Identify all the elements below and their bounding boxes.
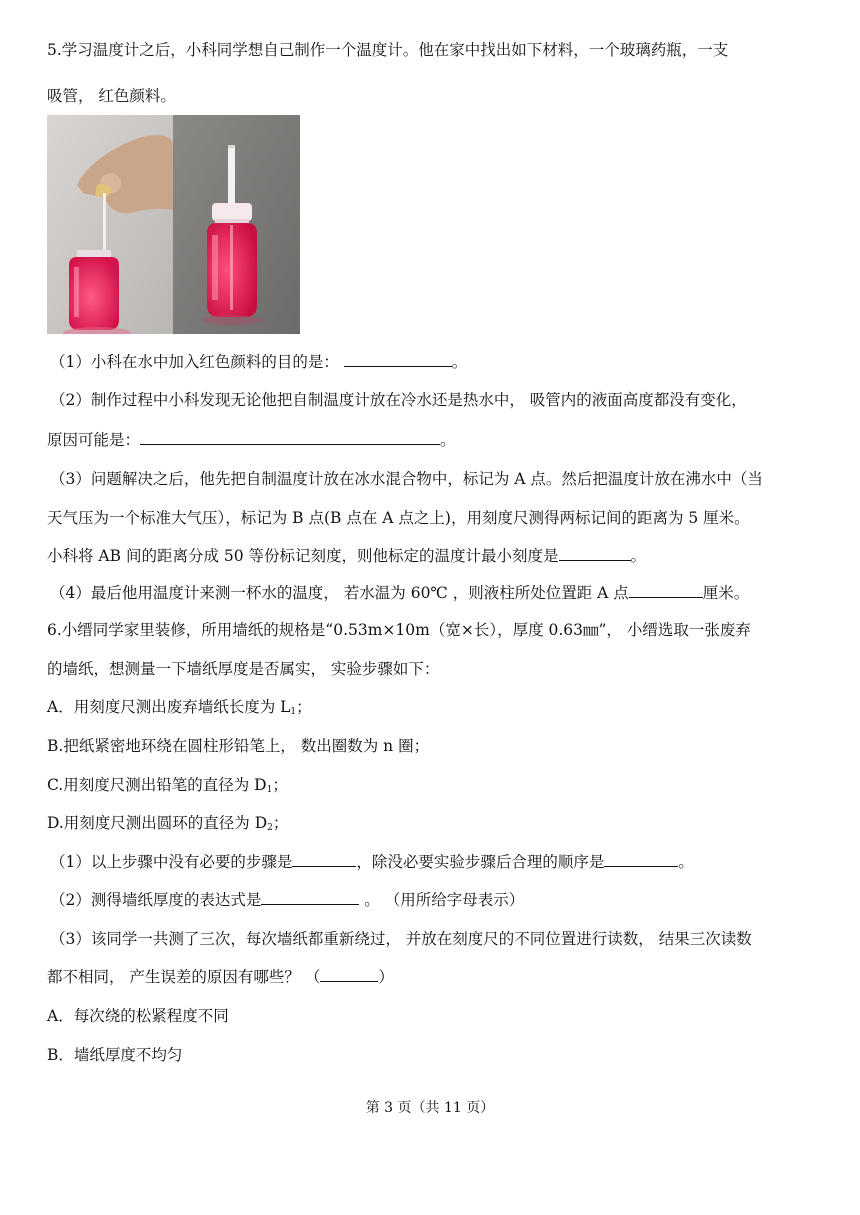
q6-sub1 — [50, 852, 694, 872]
q6-sub1-end: 。 — [678, 853, 694, 871]
q5-sub1-end: 。 — [451, 353, 468, 371]
q6-stem-line1: 6.小缙同学家里装修，所用墙纸的规格是“0.53m×10m（宽×长），厚度 0.63㎜”， 小缙选取一张废弃 — [47, 621, 751, 639]
q6-step-d — [47, 813, 288, 838]
q6-step-a-text: A．用刻度尺测出废弃墙纸长度为 L — [47, 698, 291, 716]
q6-step-b: B.把纸紧密地环绕在圆柱形铅笔上， 数出圈数为 n 圈； — [47, 737, 430, 755]
q5-sub1-answer-blank[interactable] — [344, 352, 452, 367]
q5-sub1 — [50, 352, 467, 372]
q5-sub3-text: 小科将 AB 间的距离分成 50 等份标记刻度，则他标定的温度计最小刻度是 — [47, 547, 559, 565]
page-footer: 第 3 页（共 11 页） — [365, 1100, 495, 1116]
q6-sub3-line1: （3）该同学一共测了三次，每次墙纸都重新绕过， 并放在刻度尺的不同位置进行读数， 结果三次读数 — [50, 930, 752, 948]
q6-sub1-text: （1）以上步骤中没有必要的步骤是 — [50, 853, 293, 871]
q5-sub3-answer-blank[interactable] — [559, 546, 631, 561]
q5-sub4 — [50, 583, 749, 603]
q6-option-a: A．每次绕的松紧程度不同 — [47, 1007, 229, 1025]
q5-stem-line2: 吸管， 红色颜料。 — [47, 87, 176, 105]
thermometer-photo — [47, 115, 300, 334]
q5-sub4-end: 厘米。 — [702, 584, 750, 602]
q6-option-b: B．墙纸厚度不均匀 — [47, 1046, 183, 1064]
q6-sub3-line2 — [47, 967, 394, 987]
q6-sub3-text: 都不相同， 产生误差的原因有哪些？ （ — [47, 968, 321, 986]
q6-step-d-end: ； — [272, 814, 289, 832]
q6-sub1-answer-blank-2[interactable] — [604, 852, 678, 867]
q6-sub3-end: ） — [378, 968, 394, 986]
q5-sub2-line2 — [47, 430, 456, 450]
q6-step-c-end: ； — [272, 776, 288, 794]
q6-step-c-text: C.用刻度尺测出铅笔的直径为 D — [47, 776, 267, 794]
q6-step-c — [47, 775, 288, 800]
q6-step-d-text: D.用刻度尺测出圆环的直径为 D — [47, 814, 268, 832]
q5-sub4-answer-blank[interactable] — [629, 583, 703, 598]
q5-sub3-end: 。 — [630, 547, 647, 565]
q6-step-c-subscript: 1 — [266, 785, 273, 795]
q6-step-a-end: ； — [296, 698, 312, 716]
q5-sub4-text: （4）最后他用温度计来测一杯水的温度， 若水温为 60℃ ，则液柱所处位置距 A 点 — [50, 584, 629, 602]
q5-stem-line1: 5.学习温度计之后，小科同学想自己制作一个温度计。他在家中找出如下材料，一个玻璃药瓶，一支 — [47, 41, 729, 59]
q6-step-d-subscript: 2 — [267, 823, 273, 833]
q6-sub2-end: 。 （用所给字母表示） — [359, 891, 525, 909]
q6-stem-line2: 的墙纸，想测量一下墙纸厚度是否属实， 实验步骤如下： — [47, 660, 440, 678]
q5-sub3-line1: （3）问题解决之后，他先把自制温度计放在冰水混合物中，标记为 A 点。然后把温度计放在沸水中（当 — [50, 470, 763, 488]
q5-sub2-end: 。 — [440, 431, 456, 449]
q6-step-a-subscript: 1 — [290, 707, 297, 717]
q6-sub3-answer-blank[interactable] — [320, 967, 378, 982]
q5-sub3-line2: 天气压为一个标准大气压），标记为 B 点(B 点在 A 点之上)，用刻度尺测得两标记间的距离为 5 厘米。 — [47, 509, 750, 527]
q6-step-a — [47, 697, 312, 722]
q6-sub2-text: （2）测得墙纸厚度的表达式是 — [50, 891, 262, 909]
q6-sub1-mid: ，除没必要实验步骤后合理的顺序是 — [356, 853, 605, 871]
q6-sub1-answer-blank-1[interactable] — [292, 852, 356, 867]
q5-sub2-line1: （2）制作过程中小科发现无论他把自制温度计放在冷水还是热水中， 吸管内的液面高度都没有变化， — [50, 391, 747, 409]
q5-sub1-text: （1）小科在水中加入红色颜料的目的是： — [50, 353, 344, 371]
q5-sub2-text: 原因可能是： — [47, 431, 141, 449]
q5-sub2-answer-blank[interactable] — [140, 430, 440, 445]
q5-sub3-line3 — [47, 546, 646, 566]
thermometer-photo-illustration — [47, 115, 300, 334]
q6-sub2-answer-blank[interactable] — [261, 890, 359, 905]
q6-sub2 — [50, 890, 524, 910]
